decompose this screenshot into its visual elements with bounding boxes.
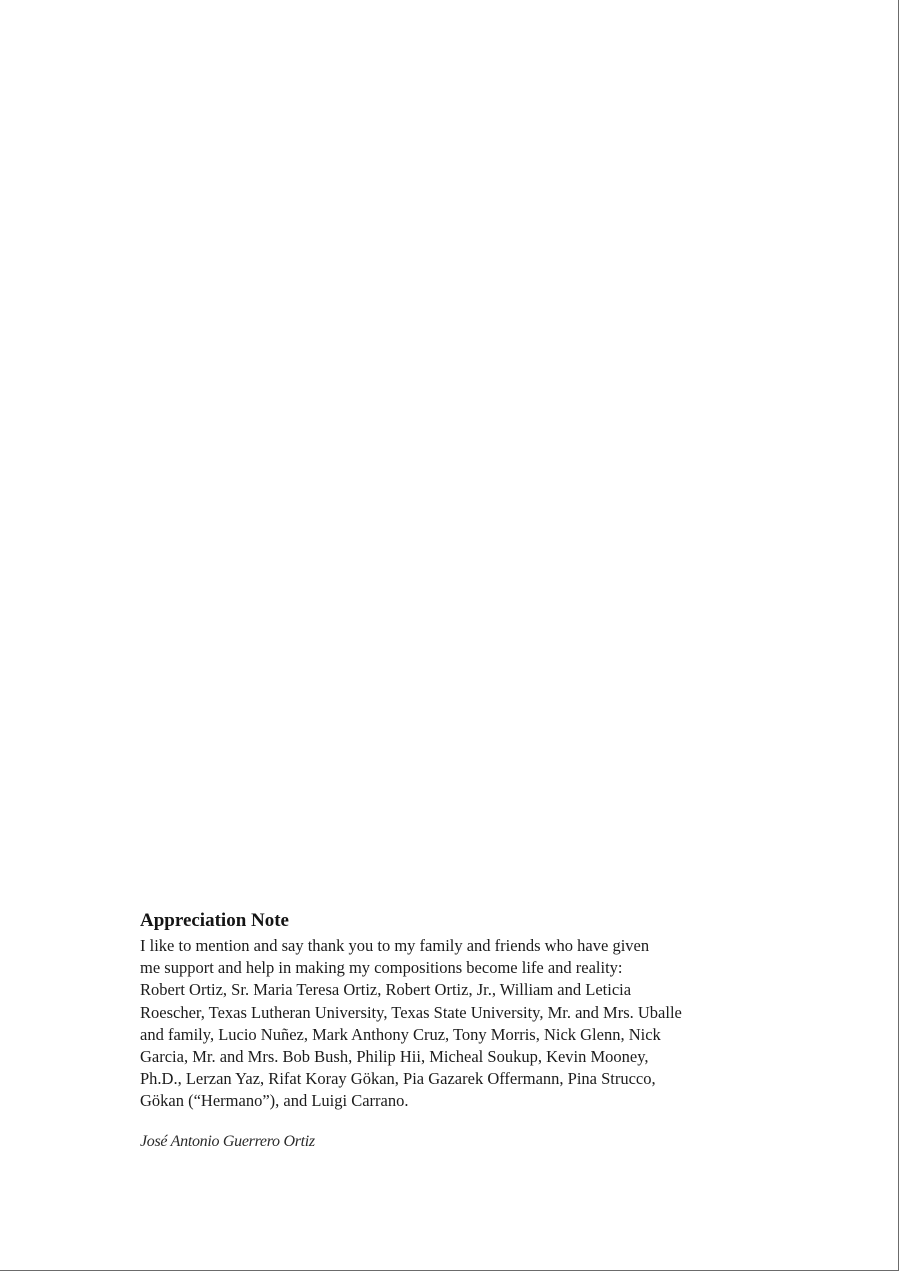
note-line: Robert Ortiz, Sr. Maria Teresa Ortiz, Robert Ortiz, Jr., William and Leticia xyxy=(140,980,632,1000)
note-title: Appreciation Note xyxy=(140,910,289,931)
note-line: Roescher, Texas Lutheran University, Texas State University, Mr. and Mrs. Uballe xyxy=(140,1002,682,1022)
note-line: Ph.D., Lerzan Yaz, Rifat Koray Gökan, Pia Gazarek Offermann, Pina Strucco, xyxy=(140,1069,656,1089)
note-body xyxy=(140,935,780,1113)
author-signature: José Antonio Guerrero Ortiz xyxy=(140,1132,315,1150)
note-line: me support and help in making my compositions become life and reality: xyxy=(140,958,623,978)
note-line: Garcia, Mr. and Mrs. Bob Bush, Philip Hii, Micheal Soukup, Kevin Mooney, xyxy=(140,1047,649,1067)
note-line: and family, Lucio Nuñez, Mark Anthony Cruz, Tony Morris, Nick Glenn, Nick xyxy=(140,1024,661,1044)
appreciation-note xyxy=(140,909,780,1153)
note-line: I like to mention and say thank you to my family and friends who have given xyxy=(140,936,650,955)
note-line: Gökan (“Hermano”), and Luigi Carrano. xyxy=(140,1091,409,1111)
